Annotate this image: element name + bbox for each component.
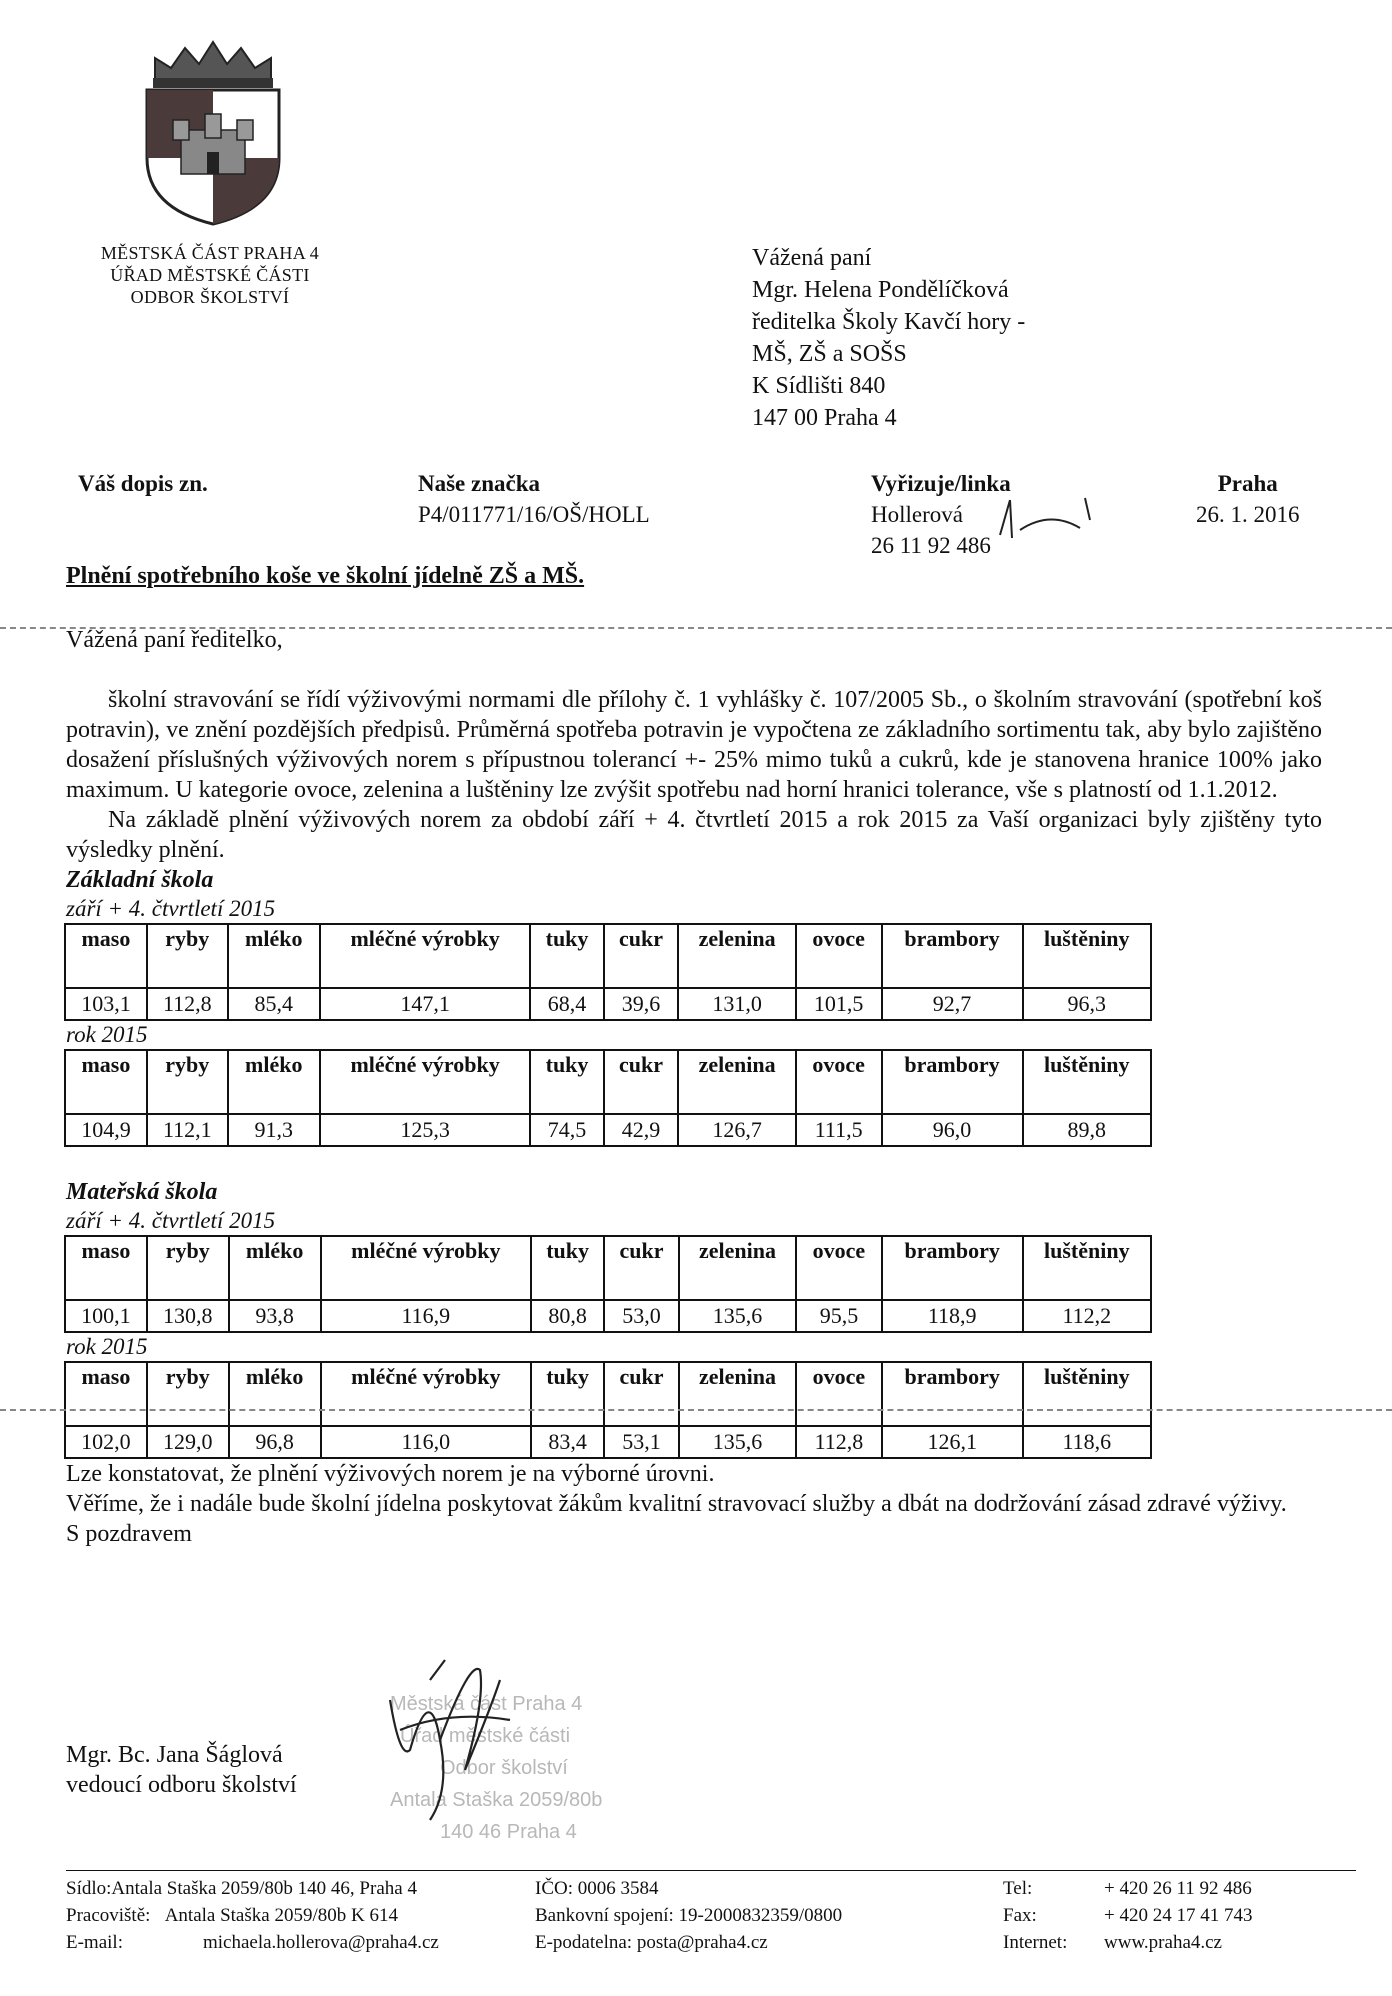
org-line: MĚSTSKÁ ČÁST PRAHA 4 <box>100 243 320 263</box>
footer-ico: IČO: 0006 3584 <box>535 1878 659 1899</box>
table-cell: 118,6 <box>1023 1426 1151 1458</box>
column-header: tuky <box>530 1050 603 1114</box>
column-header: maso <box>65 924 147 988</box>
column-header: luštěniny <box>1023 1236 1151 1300</box>
column-header: ovoce <box>796 1362 882 1426</box>
footer-contact-values <box>1104 1875 1252 1956</box>
table-cell: 126,1 <box>882 1426 1023 1458</box>
column-header: ryby <box>147 1050 228 1114</box>
place-date: Praha 26. 1. 2016 <box>1196 468 1300 530</box>
your-letter-ref: Váš dopis zn. <box>78 471 208 496</box>
column-header: brambory <box>882 1362 1023 1426</box>
svg-text:Odbor školství: Odbor školství <box>440 1757 568 1779</box>
signer-name: Mgr. Bc. Jana Šáglová <box>66 1742 283 1768</box>
column-header: mléčné výrobky <box>321 1362 531 1426</box>
coat-of-arms-icon <box>133 28 293 228</box>
column-header: zelenina <box>678 1050 795 1114</box>
svg-text:Městská část Praha 4: Městská část Praha 4 <box>390 1693 583 1715</box>
handled-name: Hollerová <box>871 502 963 527</box>
footer-tel: + 420 26 11 92 486 <box>1104 1878 1252 1899</box>
column-header: ryby <box>147 924 228 988</box>
table-cell: 74,5 <box>530 1114 603 1146</box>
addressee-line: Vážená paní <box>752 245 872 271</box>
body-paragraph: školní stravování se řídí výživovými normami dle přílohy č. 1 vyhlášky č. 107/2005 Sb., o školním stravování (spotřební koš potravin), ve znění pozdějších předpisů. Průměrná spotřeba potravin je vypočtena ze základního sortimentu tak, aby bylo zajištěno dosažení příslušných výživových norem s přípustnou tolerancí +- 25% mimo tuků a cukrů, kde je stanovena hranice 100% jako maximum. U kategorie ovoce, zelenina a luštěniny lze zvýšit spotřebu nad horní hranici tolerance, vše s platností od 1.1.2012. <box>66 687 1322 803</box>
column-header: zelenina <box>679 1236 796 1300</box>
table-cell: 112,8 <box>147 988 228 1020</box>
column-header: mléko <box>229 1362 321 1426</box>
initials-signature-icon <box>990 490 1100 550</box>
closing-line: Věříme, že i nadále bude školní jídelna poskytovat žákům kvalitní stravovací služby a dbát na dodržování zásad zdravé výživy. <box>66 1491 1287 1517</box>
column-header: maso <box>65 1362 147 1426</box>
table-cell: 116,9 <box>321 1300 531 1332</box>
table-cell: 83,4 <box>531 1426 604 1458</box>
footer-label: Fax: <box>1003 1905 1037 1926</box>
footer-fax: + 420 24 17 41 743 <box>1104 1905 1253 1926</box>
column-header: luštěniny <box>1023 1362 1151 1426</box>
closing-line: Lze konstatovat, že plnění výživových norem je na výborné úrovni. <box>66 1461 715 1487</box>
closing-block <box>66 1459 1322 1549</box>
section-title-ms: Mateřská škola <box>66 1179 218 1205</box>
table-cell: 101,5 <box>796 988 882 1020</box>
table-cell: 102,0 <box>65 1426 147 1458</box>
table-cell: 130,8 <box>147 1300 229 1332</box>
table-cell: 125,3 <box>320 1114 531 1146</box>
table-row <box>65 1114 1151 1146</box>
footer-label: Pracoviště: <box>66 1905 151 1926</box>
column-header: tuky <box>530 924 603 988</box>
org-line: ÚŘAD MĚSTSKÉ ČÁSTI <box>110 265 310 285</box>
handled-by: Vyřizuje/linka Hollerová 26 11 92 486 <box>871 468 1011 561</box>
footer-contact-labels <box>1003 1875 1067 1956</box>
column-header: mléčné výrobky <box>320 1050 531 1114</box>
table-cell: 93,8 <box>229 1300 321 1332</box>
column-header: mléko <box>228 924 320 988</box>
issuing-organization <box>60 242 360 308</box>
addressee-line: MŠ, ZŠ a SOŠS <box>752 341 907 367</box>
table-cell: 96,8 <box>229 1426 321 1458</box>
column-header: brambory <box>882 924 1023 988</box>
column-header: cukr <box>604 1362 679 1426</box>
footer-middle <box>535 1875 842 1956</box>
greeting: Vážená paní ředitelko, <box>66 627 283 653</box>
column-header: ryby <box>147 1236 229 1300</box>
footer-divider <box>66 1870 1356 1871</box>
section-title-zs: Základní škola <box>66 867 214 893</box>
column-header: mléčné výrobky <box>321 1236 531 1300</box>
table-cell: 95,5 <box>796 1300 882 1332</box>
table-cell: 42,9 <box>604 1114 679 1146</box>
column-header: brambory <box>882 1050 1023 1114</box>
ms-table-q4 <box>64 1235 1152 1333</box>
column-header: ovoce <box>796 1050 882 1114</box>
svg-text:Antala Staška 2059/80b: Antala Staška 2059/80b <box>390 1789 603 1811</box>
subject-line: Plnění spotřebního koše ve školní jídelně ZŠ a MŠ. <box>66 563 585 589</box>
table-cell: 53,1 <box>604 1426 679 1458</box>
column-header: mléčné výrobky <box>320 924 531 988</box>
table-header-row <box>65 1050 1151 1114</box>
footer-epodatelna: E-podatelna: posta@praha4.cz <box>535 1932 768 1953</box>
table-cell: 89,8 <box>1023 1114 1152 1146</box>
column-header: cukr <box>604 1236 679 1300</box>
footer-label: Tel: <box>1003 1878 1033 1899</box>
svg-text:Úřad městské části: Úřad městské části <box>400 1725 571 1747</box>
zs-table-q4 <box>64 923 1152 1021</box>
signer-block <box>66 1740 297 1800</box>
column-header: ryby <box>147 1362 229 1426</box>
table-cell: 104,9 <box>65 1114 147 1146</box>
table-cell: 135,6 <box>679 1300 796 1332</box>
table-cell: 100,1 <box>65 1300 147 1332</box>
table-cell: 118,9 <box>882 1300 1023 1332</box>
table-header-row <box>65 1362 1151 1426</box>
footer-web: www.praha4.cz <box>1104 1932 1222 1953</box>
column-header: tuky <box>531 1362 604 1426</box>
footer-label: Internet: <box>1003 1932 1068 1953</box>
table-cell: 85,4 <box>228 988 320 1020</box>
table-cell: 147,1 <box>320 988 531 1020</box>
table-cell: 116,0 <box>321 1426 531 1458</box>
body-paragraph: Na základě plnění výživových norem za období září + 4. čtvrtletí 2015 a rok 2015 za Vaší organizaci byly zjištěny tyto výsledky plnění. <box>66 807 1322 863</box>
column-header: cukr <box>604 1050 679 1114</box>
column-header: luštěniny <box>1023 924 1152 988</box>
handwritten-signature-icon <box>370 1640 550 1840</box>
footer-left <box>66 1875 439 1956</box>
table-cell: 112,8 <box>796 1426 882 1458</box>
period-label: září + 4. čtvrtletí 2015 <box>66 896 276 921</box>
org-line: ODBOR ŠKOLSTVÍ <box>130 287 290 307</box>
table-cell: 112,2 <box>1023 1300 1151 1332</box>
table-cell: 39,6 <box>604 988 679 1020</box>
column-header: zelenina <box>678 924 795 988</box>
signer-role: vedoucí odboru školství <box>66 1772 297 1798</box>
scan-fold-line <box>0 1409 1392 1411</box>
table-header-row <box>65 1236 1151 1300</box>
addressee-line: 147 00 Praha 4 <box>752 405 897 431</box>
addressee-block <box>752 242 1025 434</box>
table-cell: 112,1 <box>147 1114 228 1146</box>
footer-seat: Sídlo:Antala Staška 2059/80b 140 46, Praha 4 <box>66 1878 417 1899</box>
addressee-line: Mgr. Helena Pondělíčková <box>752 277 1009 303</box>
column-header: cukr <box>604 924 679 988</box>
table-cell: 96,0 <box>882 1114 1023 1146</box>
column-header: ovoce <box>796 924 882 988</box>
column-header: maso <box>65 1050 147 1114</box>
svg-text:140 46 Praha 4: 140 46 Praha 4 <box>440 1821 577 1843</box>
column-header: luštěniny <box>1023 1050 1152 1114</box>
period-label: září + 4. čtvrtletí 2015 <box>66 1208 276 1233</box>
table-cell: 53,0 <box>604 1300 679 1332</box>
letter-date: 26. 1. 2016 <box>1196 502 1300 527</box>
table-cell: 129,0 <box>147 1426 229 1458</box>
column-header: ovoce <box>796 1236 882 1300</box>
column-header: brambory <box>882 1236 1023 1300</box>
table-header-row <box>65 924 1151 988</box>
table-cell: 96,3 <box>1023 988 1152 1020</box>
table-row <box>65 1300 1151 1332</box>
addressee-line: ředitelka Školy Kavčí hory - <box>752 309 1026 335</box>
regards: S pozdravem <box>66 1521 192 1547</box>
column-header: mléko <box>228 1050 320 1114</box>
zs-table-year <box>64 1049 1152 1147</box>
addressee-line: K Sídlišti 840 <box>752 373 886 399</box>
table-row <box>65 1426 1151 1458</box>
table-cell: 92,7 <box>882 988 1023 1020</box>
footer-bank: Bankovní spojení: 19-2000832359/0800 <box>535 1905 843 1926</box>
period-label: rok 2015 <box>66 1334 148 1359</box>
footer-workplace: Antala Staška 2059/80b K 614 <box>164 1905 398 1926</box>
column-header: zelenina <box>679 1362 796 1426</box>
table-cell: 135,6 <box>679 1426 796 1458</box>
period-label: rok 2015 <box>66 1022 148 1047</box>
footer-label: E-mail: <box>66 1932 123 1953</box>
table-cell: 91,3 <box>228 1114 320 1146</box>
table-cell: 126,7 <box>678 1114 795 1146</box>
table-cell: 103,1 <box>65 988 147 1020</box>
our-ref: Naše značka P4/011771/16/OŠ/HOLL <box>418 468 650 530</box>
column-header: mléko <box>229 1236 321 1300</box>
handled-phone: 26 11 92 486 <box>871 533 991 558</box>
table-cell: 80,8 <box>531 1300 604 1332</box>
column-header: maso <box>65 1236 147 1300</box>
our-ref-value: P4/011771/16/OŠ/HOLL <box>418 502 650 527</box>
column-header: tuky <box>531 1236 604 1300</box>
footer-email: michaela.hollerova@praha4.cz <box>202 1932 439 1953</box>
table-cell: 111,5 <box>796 1114 882 1146</box>
table-cell: 68,4 <box>530 988 603 1020</box>
table-cell: 131,0 <box>678 988 795 1020</box>
table-row <box>65 988 1151 1020</box>
